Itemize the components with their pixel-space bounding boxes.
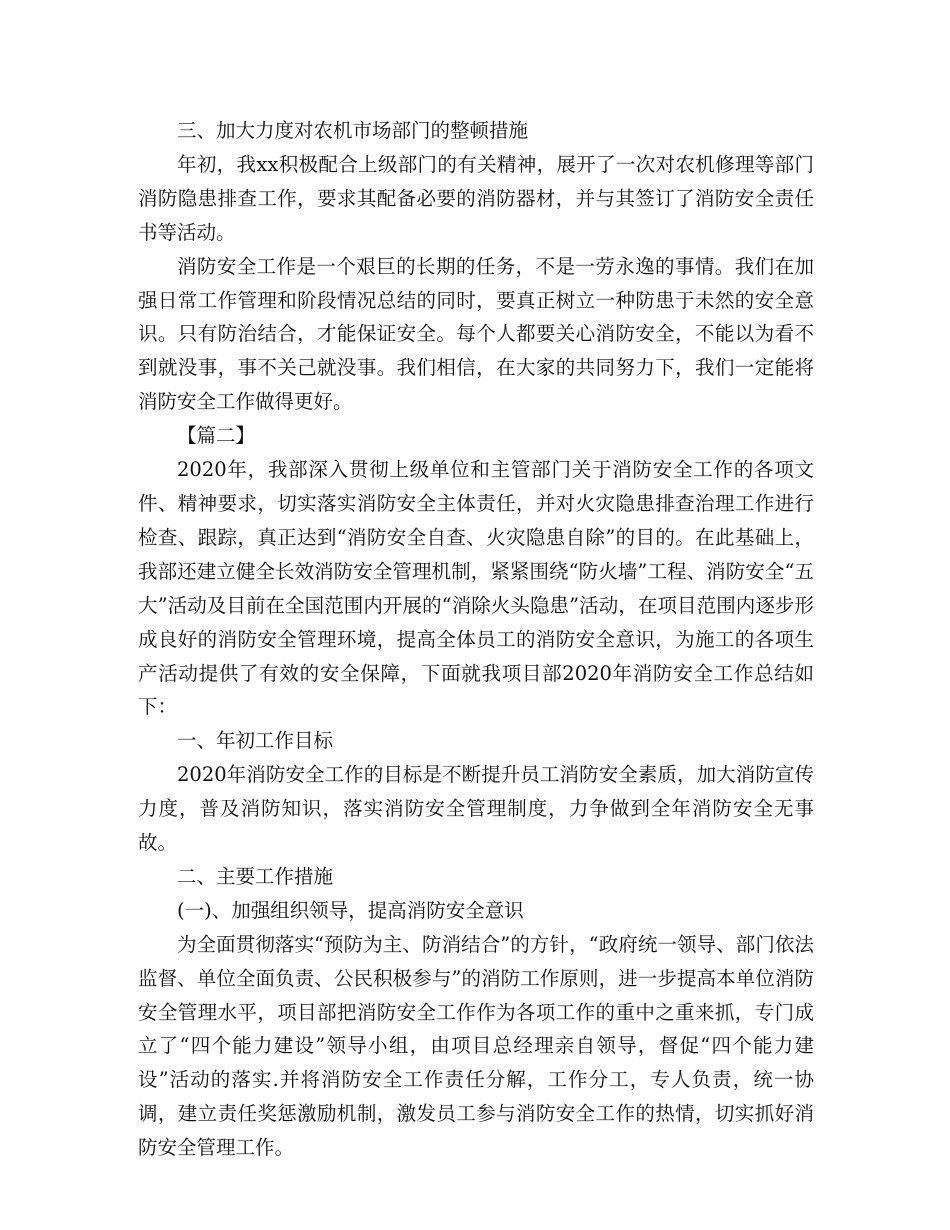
body-paragraph: 年初，我xx积极配合上级部门的有关精神，展开了一次对农机修理等部门消防隐患排查工作，要求其配备必要的消防器材，并与其签订了消防安全责任书等活动。 — [138, 152, 814, 244]
subsection-heading-1: (一)、加强组织领导，提高消防安全意识 — [177, 898, 524, 922]
section-heading-1: 一、年初工作目标 — [177, 729, 334, 753]
document-page — [138, 114, 814, 1165]
body-paragraph: 消防安全工作是一个艰巨的长期的任务，不是一劳永逸的事情。我们在加强日常工作管理和阶段情况总结的同时，要真正树立一种防患于未然的安全意识。只有防治结合，才能保证安全。每个人都要关心消防安全，不能以为看不到就没事，事不关己就没事。我们相信，在大家的共同努力下，我们一定能将消防安全工作做得更好。 — [138, 254, 814, 414]
part-heading: 【篇二】 — [177, 424, 256, 448]
section-heading-2: 二、主要工作措施 — [177, 864, 334, 888]
body-paragraph: 2020年，我部深入贯彻上级单位和主管部门关于消防安全工作的各项文件、精神要求，切实落实消防安全主体责任，并对火灾隐患排查治理工作进行检查、跟踪，真正达到“消防安全自查、火灾隐患自除”的目的。在此基础上，我部还建立健全长效消防安全管理机制，紧紧围绕“防火墙”工程、消防安全“五大”活动及目前在全国范围内开展的“消除火头隐患”活动，在项目范围内逐步形成良好的消防安全管理环境，提高全体员工的消防安全意识，为施工的各项生产活动提供了有效的安全保障，下面就我项目部2020年消防安全工作总结如下： — [138, 458, 814, 719]
body-paragraph: 2020年消防安全工作的目标是不断提升员工消防安全素质，加大消防宣传力度，普及消防知识，落实消防安全管理制度，力争做到全年消防安全无事故。 — [138, 763, 814, 855]
section-heading-3: 三、加大力度对农机市场部门的整顿措施 — [177, 119, 529, 142]
body-paragraph: 为全面贯彻落实“预防为主、防消结合”的方针，“政府统一领导、部门依法监督、单位全面负责、公民积极参与”的消防工作原则，进一步提高本单位消防安全管理水平，项目部把消防安全工作作为各项工作的重中之重来抓，专门成立了“四个能力建设”领导小组，由项目总经理亲自领导，督促“四个能力建设”活动的落实.并将消防安全工作责任分解，工作分工，专人负责，统一协调，建立责任奖惩激励机制，激发员工参与消防安全工作的热情，切实抓好消防安全管理工作。 — [138, 932, 814, 1160]
